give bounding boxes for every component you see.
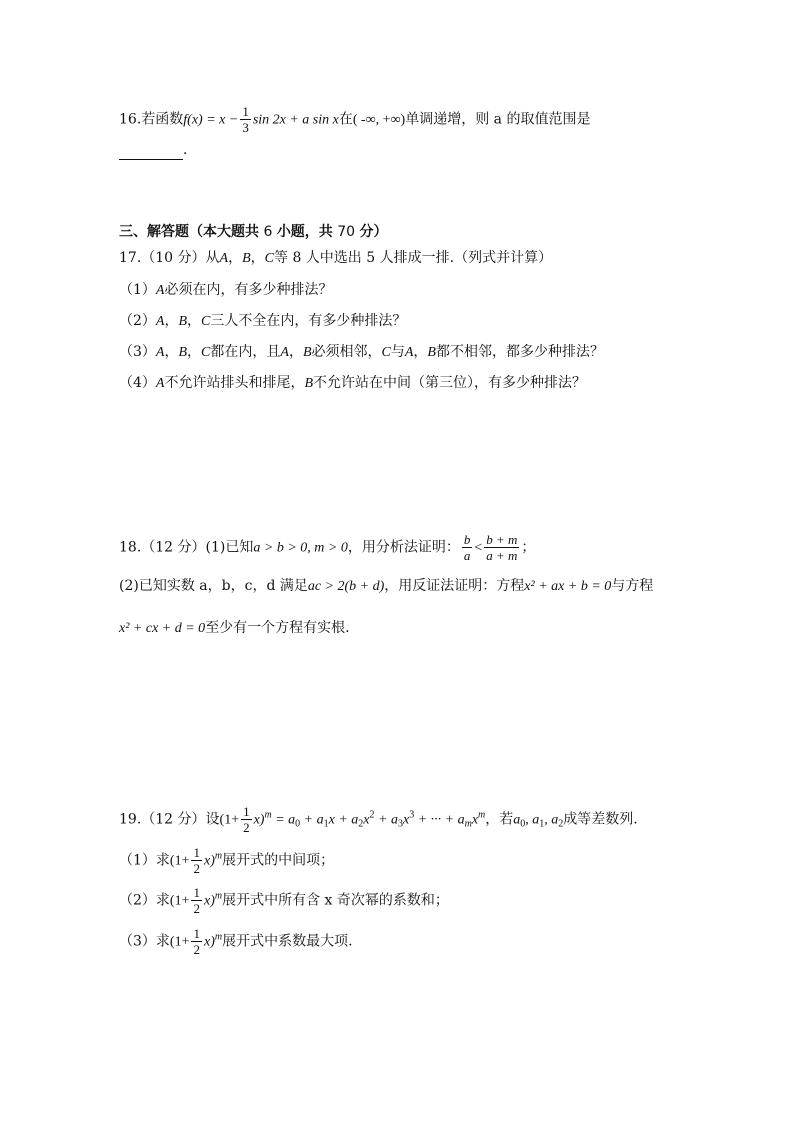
part-text: 必须相邻， [311,344,382,360]
part-text: 已知 [225,539,254,556]
question-17-part-3 [119,342,604,363]
question-17-part-4 [119,373,586,394]
part-text: 至少有一个方程有实根. [205,620,350,636]
part-text: 展开式中系数最大项. [222,933,353,950]
part-text: 必须在内，有多少种排法？ [164,282,333,298]
math-expression: a > b > 0, m > 0 [253,540,348,556]
part-text: 三人不全在内，有多少种排法？ [210,313,407,329]
math-A: A [404,345,414,360]
math-subscript: 2 [358,818,364,830]
fraction-denominator: 3 [242,120,249,135]
math-B: B [178,345,188,360]
fraction-numerator: 1 [193,885,200,900]
part-text: 都在内，且 [210,344,281,360]
separator: ， [413,344,428,360]
part-number: （3）求 [119,933,170,950]
math-superscript: m [478,809,486,821]
math-expression: ac > 2(b + d) [307,579,385,594]
fraction-numerator: 1 [193,845,200,860]
question-text: 若函数 [141,111,184,128]
fraction-one-half [191,885,202,916]
section-title: 本大题共 [203,224,259,240]
math-B: B [242,251,251,266]
part-text: 已知实数 a，b，c，d 满足 [138,578,308,594]
section-count: 6 [259,224,277,240]
part-text: 都不相邻，都多少种排法？ [435,344,604,360]
fraction-numerator: b [463,532,471,547]
question-18-part-2-line-2 [119,618,350,639]
separator: ， [228,250,243,266]
separator: ， [288,344,303,360]
math-A: A [155,283,165,298]
separator: ， [250,250,265,266]
math-superscript: m [214,890,223,902]
math-C: C [201,314,211,329]
math-superscript: m [214,931,223,943]
question-17-part-1 [119,280,332,301]
math-expression: x [402,812,410,828]
part-number: (2) [119,578,139,594]
fraction-one-half [191,926,202,957]
fraction-denominator: 2 [243,820,250,835]
math-expression: , a [544,812,559,828]
math-expression: sin 2x + a sin x [252,112,339,128]
part-text: ，用分析法证明： [347,539,460,556]
fraction-denominator: 2 [193,901,200,916]
section-title: 三、解答题（ [119,224,203,240]
separator: ， [164,313,179,329]
math-expression: (1+ [169,853,190,869]
math-expression: a [513,812,521,828]
section-score: 70 [332,224,360,240]
math-expression: , a [525,812,540,828]
math-subscript: m [464,818,472,830]
answer-blank[interactable] [119,145,183,160]
separator: ， [187,313,202,329]
math-subscript: 3 [397,818,403,830]
math-subscript: 0 [295,818,301,830]
math-expression: x [363,812,370,828]
math-interval: ( -∞, +∞) [352,112,406,128]
math-operator: < [474,540,483,556]
question-text: 从 [205,250,220,266]
math-A: A [155,376,165,391]
question-17-part-2 [119,311,406,332]
part-number: （2）求 [119,892,170,909]
math-expression: x + a [328,812,359,828]
part-number: （4） [119,375,156,391]
section-heading [119,222,388,242]
math-f: f [183,112,188,128]
question-number: 16. [119,111,142,128]
math-expression: = a [271,812,296,828]
math-expression: (1+ [219,812,240,828]
math-superscript: m [264,809,272,821]
question-text: 等 8 人中选出 5 人排成一排.（列式并计算） [274,250,553,266]
part-text: ； [521,539,536,556]
part-text: 不允许站排头和排尾， [164,375,305,391]
part-text: 不允许站在中间（第三位），有多少种排法？ [313,375,587,391]
math-equation: x² + ax + b = 0 [524,579,612,594]
separator: ， [187,344,202,360]
math-A: A [155,345,165,360]
part-text: 与方程 [611,578,654,594]
fraction-denominator: 2 [193,861,200,876]
math-expression: (x) = x − [187,112,239,128]
question-18-part-1 [119,532,535,563]
fraction-numerator: 1 [242,104,249,119]
question-text: 在 [338,111,353,128]
math-C: C [264,251,274,266]
fraction-one-half [241,804,252,835]
fraction-denominator: a + m [486,548,518,563]
math-C: C [201,345,211,360]
fraction-denominator: a [463,548,471,563]
question-number: 17.（10 分） [119,250,206,266]
part-number: （1）求 [119,852,170,869]
question-17-stem [119,248,552,269]
question-19-part-1 [119,845,334,876]
math-expression: x [471,812,479,828]
part-text: 展开式的中间项； [222,852,335,869]
math-expression: (1+ [169,893,190,909]
question-text: 设 [205,811,220,828]
question-text: 单调递增，则 a 的取值范围是 [405,111,591,128]
separator: ， [164,344,179,360]
fraction-one-half [191,845,202,876]
question-text: . [183,142,188,158]
fraction-b-over-a [462,532,473,563]
math-equation: x² + cx + d = 0 [119,621,206,636]
math-expression: + a [300,812,324,828]
math-subscript: 1 [539,818,545,830]
fraction-numerator: 1 [243,804,250,819]
math-C: C [381,345,391,360]
section-title: 分） [359,224,388,240]
part-number: (1) [205,539,226,556]
math-subscript: 2 [558,818,564,830]
math-superscript: 3 [409,809,415,821]
question-18-part-2-line-1 [119,576,653,597]
math-subscript: 1 [323,818,329,830]
math-B: B [304,376,314,391]
section-title: 小题，共 [276,224,333,240]
fraction-one-third [240,104,251,135]
fraction-numerator: 1 [193,926,200,941]
math-expression: + a [374,812,398,828]
math-expression: + ··· + a [414,812,465,828]
question-16-line-2 [119,140,187,160]
question-number: 19.（12 分） [119,811,206,828]
question-19-part-3 [119,926,353,957]
math-B: B [427,345,436,360]
math-expression: x) [203,893,215,909]
math-A: A [155,314,165,329]
fraction-denominator: 2 [193,942,200,957]
math-expression: (1+ [169,934,190,950]
math-expression: x) [203,853,215,869]
question-text: 成等差数列. [563,811,638,828]
part-text: 展开式中所有含 x 奇次幂的系数和； [222,892,449,909]
question-text: ，若 [485,811,514,828]
question-16-line-1 [119,104,590,135]
question-19-stem [119,804,638,835]
part-number: （2） [119,313,156,329]
math-A: A [280,345,289,360]
math-superscript: 2 [369,809,375,821]
part-text: 与 [390,344,405,360]
question-19-part-2 [119,885,449,916]
fraction-bm-over-am [484,532,519,563]
part-text: ，用反证法证明：方程 [384,578,525,594]
part-number: （3） [119,344,156,360]
math-expression: x) [203,934,215,950]
math-expression: x) [253,812,265,828]
math-superscript: m [214,850,223,862]
math-subscript: 0 [520,818,526,830]
math-A: A [219,251,229,266]
math-B: B [302,345,312,360]
part-number: （1） [119,282,156,298]
question-number: 18.（12 分） [119,539,206,556]
fraction-numerator: b + m [486,532,518,547]
math-B: B [178,314,188,329]
